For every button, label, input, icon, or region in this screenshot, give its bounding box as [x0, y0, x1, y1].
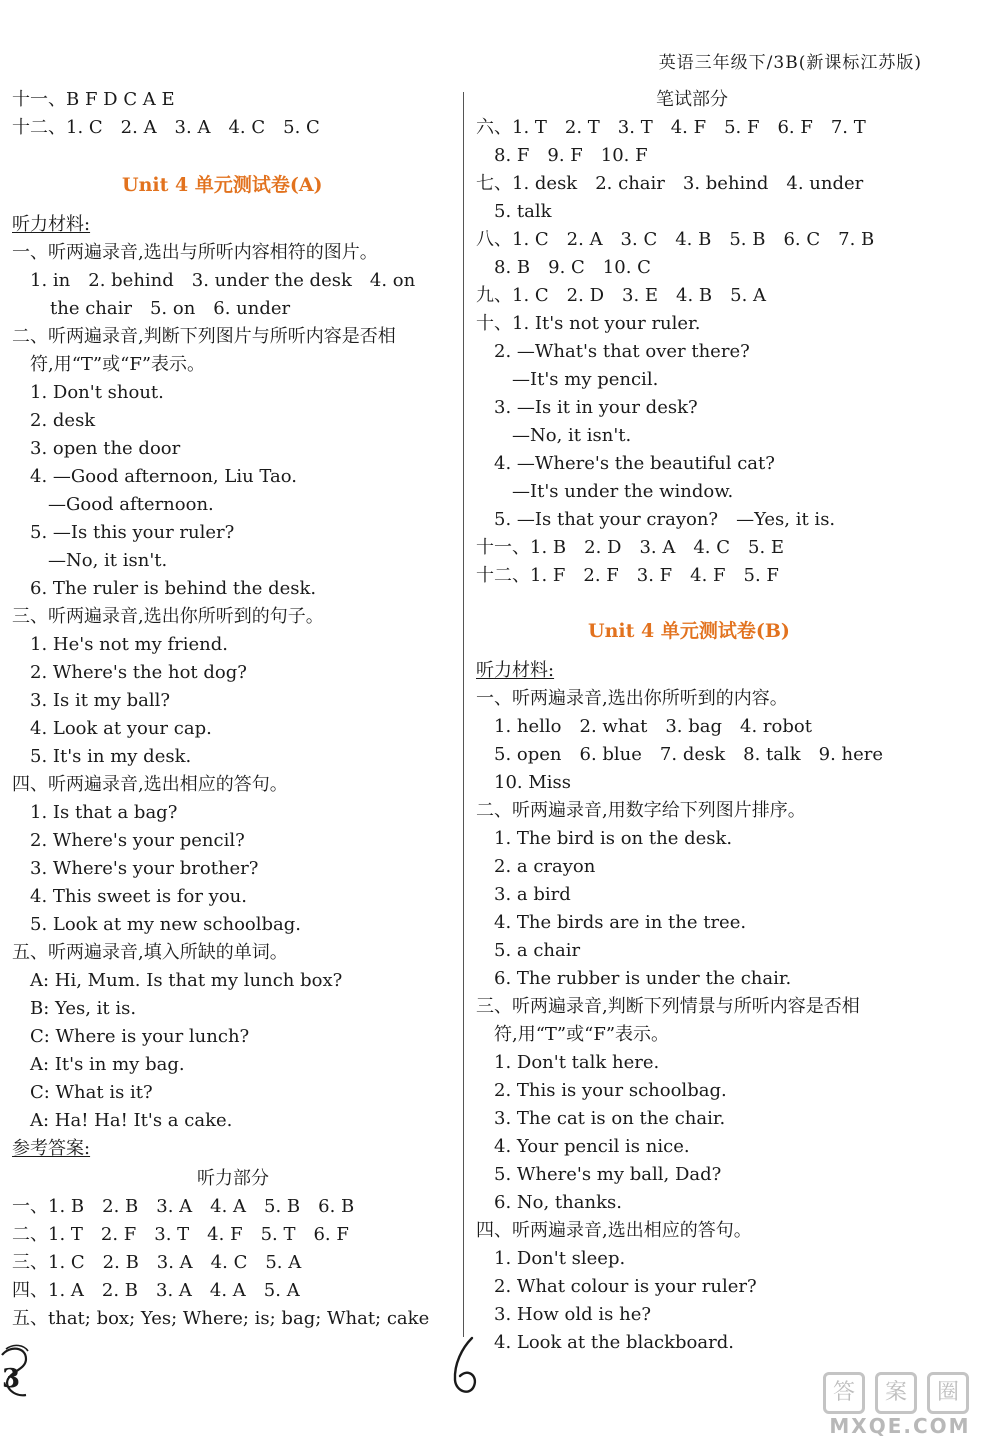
answer-line: 十二、1. F 2. F 3. F 4. F 5. F: [476, 565, 779, 586]
list-item: 6. The rubber is under the chair.: [476, 968, 792, 989]
answer-line: 九、1. C 2. D 3. E 4. B 5. A: [476, 285, 767, 306]
list-item: 1. The bird is on the desk.: [476, 828, 733, 849]
answer-line: 十、1. It's not your ruler.: [476, 313, 701, 334]
answer-line: 8. B 9. C 10. C: [476, 257, 651, 278]
dialogue-line: C: Where is your lunch?: [12, 1026, 250, 1047]
list-item: 4. Look at your cap.: [12, 718, 212, 739]
list-item: 2. This is your schoolbag.: [476, 1080, 727, 1101]
list-item: 4. This sweet is for you.: [12, 886, 247, 907]
handwritten-page-number: [448, 1332, 484, 1402]
answer-line: 八、1. C 2. A 3. C 4. B 5. B 6. C 7. B: [476, 229, 875, 250]
list-item: 1. hello 2. what 3. bag 4. robot: [476, 716, 812, 737]
dialogue-line: A: It's in my bag.: [12, 1054, 185, 1075]
section-heading: 四、听两遍录音,选出相应的答句。: [476, 1220, 752, 1241]
section-heading: 一、听两遍录音,选出你所听到的内容。: [476, 688, 788, 709]
list-item: 3. Where's your brother?: [12, 858, 259, 879]
watermark-char: 答: [823, 1372, 865, 1414]
list-item: 3. open the door: [12, 438, 181, 459]
answer-line: 四、1. A 2. B 3. A 4. A 5. A: [12, 1280, 300, 1301]
answer-line: —It's my pencil.: [476, 369, 659, 390]
corner-number-ornament: [0, 1343, 32, 1403]
column-divider: [463, 92, 464, 1337]
watermark-url: MXQE.COM: [829, 1414, 971, 1438]
section-heading: 一、听两遍录音,选出与所听内容相符的图片。: [12, 242, 378, 263]
dialogue-line: C: What is it?: [12, 1082, 153, 1103]
page-header: 英语三年级下/3B(新课标江苏版): [658, 53, 922, 73]
listening-material-heading: 听力材料:: [12, 214, 91, 235]
section-heading: 二、听两遍录音,判断下列图片与所听内容是否相: [12, 326, 396, 347]
corner-number: 3: [2, 1364, 21, 1394]
reference-answers-heading: 参考答案:: [12, 1138, 91, 1159]
answer-line: 七、1. desk 2. chair 3. behind 4. under: [476, 173, 864, 194]
section-heading: 三、听两遍录音,选出你所听到的句子。: [12, 606, 324, 627]
list-item: 1. Don't shout.: [12, 382, 164, 403]
answer-line: 五、that; box; Yes; Where; is; bag; What; cake: [12, 1308, 430, 1329]
list-item: 2. Where's your pencil?: [12, 830, 245, 851]
watermark-char: 案: [875, 1372, 917, 1414]
list-item: 5. —Is this your ruler?: [12, 522, 235, 543]
answer-line: 2. —What's that over there?: [476, 341, 750, 362]
list-item: 5. It's in my desk.: [12, 746, 192, 767]
list-item: 2. a crayon: [476, 856, 596, 877]
section-heading: 符,用“T”或“F”表示。: [30, 354, 206, 375]
list-item: 1. Don't sleep.: [476, 1248, 626, 1269]
list-item: 4. Look at the blackboard.: [476, 1332, 734, 1353]
list-item: 1. Don't talk here.: [476, 1052, 660, 1073]
list-item: 5. a chair: [476, 940, 581, 961]
list-item: 3. How old is he?: [476, 1304, 652, 1325]
section-heading: 五、听两遍录音,填入所缺的单词。: [12, 942, 288, 963]
answer-line: 十二、1. C 2. A 3. A 4. C 5. C: [12, 117, 320, 138]
list-item: 4. Your pencil is nice.: [476, 1136, 690, 1157]
answer-line: 4. —Where's the beautiful cat?: [476, 453, 775, 474]
list-item: 4. —Good afternoon, Liu Tao.: [12, 466, 297, 487]
list-item: 2. desk: [12, 410, 96, 431]
list-item: —Good afternoon.: [12, 494, 214, 515]
answer-line: 3. —Is it in your desk?: [476, 397, 698, 418]
answer-line: 5. —Is that your crayon? —Yes, it is.: [476, 509, 836, 530]
answer-line: 8. F 9. F 10. F: [476, 145, 648, 166]
dialogue-line: A: Ha! Ha! It's a cake.: [12, 1110, 233, 1131]
list-item: 2. Where's the hot dog?: [12, 662, 247, 683]
watermark: [815, 1370, 985, 1440]
answer-line: —It's under the window.: [476, 481, 734, 502]
answer-line: 十一、B F D C A E: [12, 89, 175, 110]
unit-4-a-title: Unit 4 单元测试卷(A): [122, 174, 323, 196]
list-item: 4. The birds are in the tree.: [476, 912, 747, 933]
answer-line: 5. talk: [476, 201, 552, 222]
list-item: 3. a bird: [476, 884, 571, 905]
list-item: 3. Is it my ball?: [12, 690, 171, 711]
answer-line: 二、1. T 2. F 3. T 4. F 5. T 6. F: [12, 1224, 349, 1245]
unit-4-b-title: Unit 4 单元测试卷(B): [588, 620, 790, 642]
list-item: 1. in 2. behind 3. under the desk 4. on: [12, 270, 416, 291]
listening-part-heading: 听力部分: [197, 1168, 269, 1189]
answer-line: 三、1. C 2. B 3. A 4. C 5. A: [12, 1252, 302, 1273]
list-item: 5. Look at my new schoolbag.: [12, 914, 302, 935]
watermark-char: 圈: [927, 1372, 969, 1414]
section-heading: 二、听两遍录音,用数字给下列图片排序。: [476, 800, 806, 821]
list-item: 1. Is that a bag?: [12, 802, 178, 823]
section-heading: 三、听两遍录音,判断下列情景与所听内容是否相: [476, 996, 860, 1017]
answer-line: 六、1. T 2. T 3. T 4. F 5. F 6. F 7. T: [476, 117, 866, 138]
section-heading: 四、听两遍录音,选出相应的答句。: [12, 774, 288, 795]
list-item: 5. open 6. blue 7. desk 8. talk 9. here: [476, 744, 884, 765]
answer-line: 一、1. B 2. B 3. A 4. A 5. B 6. B: [12, 1196, 355, 1217]
answer-line: —No, it isn't.: [476, 425, 632, 446]
dialogue-line: A: Hi, Mum. Is that my lunch box?: [12, 970, 343, 991]
dialogue-line: B: Yes, it is.: [12, 998, 137, 1019]
written-part-heading: 笔试部分: [656, 89, 728, 110]
list-item: the chair 5. on 6. under: [50, 298, 291, 319]
list-item: 5. Where's my ball, Dad?: [476, 1164, 722, 1185]
list-item: 6. No, thanks.: [476, 1192, 622, 1213]
listening-material-heading: 听力材料:: [476, 660, 555, 681]
list-item: 3. The cat is on the chair.: [476, 1108, 726, 1129]
list-item: 10. Miss: [476, 772, 572, 793]
list-item: 6. The ruler is behind the desk.: [12, 578, 317, 599]
section-heading: 符,用“T”或“F”表示。: [494, 1024, 670, 1045]
list-item: 1. He's not my friend.: [12, 634, 229, 655]
list-item: 2. What colour is your ruler?: [476, 1276, 757, 1297]
answer-line: 十一、1. B 2. D 3. A 4. C 5. E: [476, 537, 785, 558]
list-item: —No, it isn't.: [12, 550, 168, 571]
